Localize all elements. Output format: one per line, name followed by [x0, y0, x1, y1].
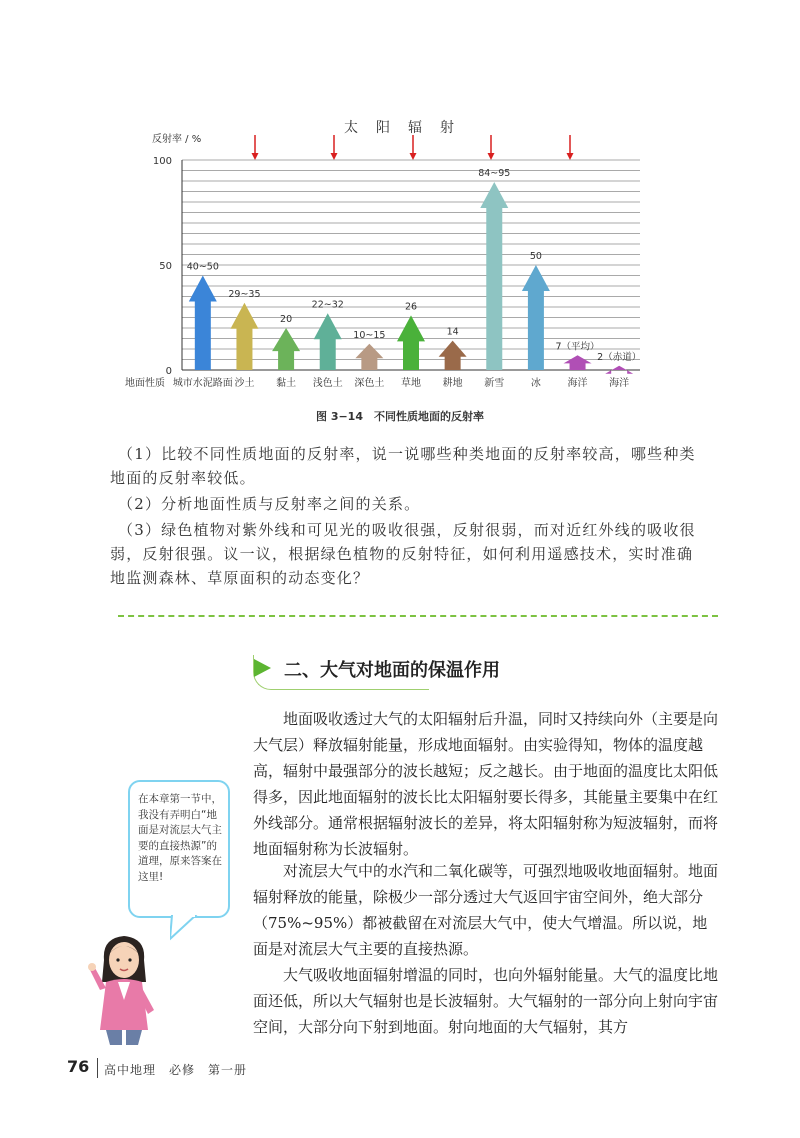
bar-value-label: 29~35	[228, 288, 261, 300]
book-title: 高中地理 必修 第一册	[104, 1063, 248, 1077]
category-label: 深色土	[354, 378, 385, 389]
page-number: 76	[67, 1057, 90, 1076]
bar-value-label: 22~32	[311, 299, 344, 311]
bar-value-label: 40~50	[186, 261, 219, 273]
bar-value-label: 20	[280, 314, 293, 325]
sun-arrow-icon	[252, 135, 259, 160]
chart-title: 太 阳 辐 射	[344, 120, 456, 136]
bar-value-label: 14	[446, 326, 459, 338]
sun-arrow-icon	[488, 135, 495, 160]
sun-arrow-icon	[567, 135, 574, 160]
bar-arrow	[564, 355, 592, 370]
body-paragraph-1: 地面吸收透过大气的太阳辐射后升温，同时又持续向外（主要是向大气层）释放辐射能量，形成地面辐射。由实验得知，物体的温度越高，辐射中最强部分的波长越短；反之越长。由于地面的温度比太阳低得多，因此地面辐射的波长比太阳辐射要长得多，其能量主要集中在红外线部分。通常根据辐射波长的差异，将太阳辐射称为短波辐射，而将地面辐射称为长波辐射。	[253, 710, 719, 858]
bar-value-label: 50	[529, 251, 542, 262]
bar-arrow	[272, 328, 300, 370]
bar-arrow	[230, 303, 258, 370]
sun-arrow-icon	[410, 135, 417, 160]
body-paragraph-2: 对流层大气中的水汽和二氧化碳等，可强烈地吸收地面辐射。地面辐射释放的能量，除极少一部分透过大气返回宇宙空间外，绝大部分（75%~95%）都被截留在对流层大气中，使大气增温。所以说，地面是对流层大气主要的直接热源。	[253, 862, 719, 958]
bar-value-label: 2（赤道）	[597, 351, 642, 363]
sun-arrows	[252, 135, 574, 160]
play-triangle-icon	[254, 659, 271, 677]
question-3: （3）绿色植物对紫外线和可见光的吸收很强，反射很弱，而对近红外线的吸收很弱，反射很强。议一议，根据绿色植物的反射特征，如何利用遥感技术，实时准确地监测森林、草原面积的动态变化？	[110, 521, 696, 587]
y-tick-100: 100	[152, 156, 172, 167]
category-label: 耕地	[442, 378, 463, 389]
bar-value-label: 84~95	[478, 168, 511, 180]
speech-bubble	[128, 780, 230, 918]
bar-value-label: 26	[404, 301, 418, 313]
section-title: 二、大气对地面的保温作用	[284, 660, 500, 681]
category-label: 城市水泥路面	[172, 378, 233, 389]
category-label: 海洋	[609, 378, 630, 389]
category-label: 新雪	[484, 378, 505, 389]
bar-value-label: 10~15	[353, 329, 386, 341]
category-label: 冰	[530, 378, 541, 389]
bar-value-label: 7（平均）	[555, 341, 600, 353]
y-tick-0: 0	[165, 366, 172, 377]
category-label: 海洋	[567, 378, 588, 389]
bars	[173, 168, 641, 389]
bar-arrow	[314, 313, 342, 370]
bar-arrow	[439, 341, 467, 370]
speech-bubble-tail	[170, 915, 200, 941]
question-1: （1）比较不同性质地面的反射率，说一说哪些种类地面的反射率较高，哪些种类地面的反射率较低。	[110, 445, 696, 487]
bar-arrow	[397, 315, 425, 370]
category-label: 沙土	[234, 378, 255, 389]
category-label: 浅色土	[312, 378, 343, 389]
footer-separator	[97, 1058, 98, 1078]
y-tick-50: 50	[159, 261, 172, 272]
question-2: （2）分析地面性质与反射率之间的关系。	[118, 495, 421, 513]
reflectance-chart	[110, 105, 670, 405]
student-girl-illustration	[82, 930, 167, 1045]
sun-arrow-icon	[331, 135, 338, 160]
bar-arrow	[480, 182, 508, 370]
x-axis-lead-label: 地面性质	[125, 378, 165, 389]
body-paragraph-3: 大气吸收地面辐射增温的同时，也向外辐射能量。大气的温度比地面还低，所以大气辐射也是长波辐射。大气辐射的一部分向上射向宇宙空间，大部分向下射到地面。射向地面的大气辐射，其方	[253, 966, 719, 1036]
category-label: 黏土	[276, 378, 297, 389]
bar-arrow	[189, 276, 217, 371]
category-label: 草地	[401, 378, 421, 389]
bar-arrow	[355, 344, 383, 370]
sidebar-note: 在本章第一节中，我没有弄明白“地面是对流层大气主要的直接热源”的道理，原来答案在这里!	[138, 793, 222, 883]
section-divider	[118, 615, 718, 617]
figure-caption: 图 3−14 不同性质地面的反射率	[315, 410, 484, 423]
y-axis-label: 反射率 / %	[152, 134, 202, 145]
